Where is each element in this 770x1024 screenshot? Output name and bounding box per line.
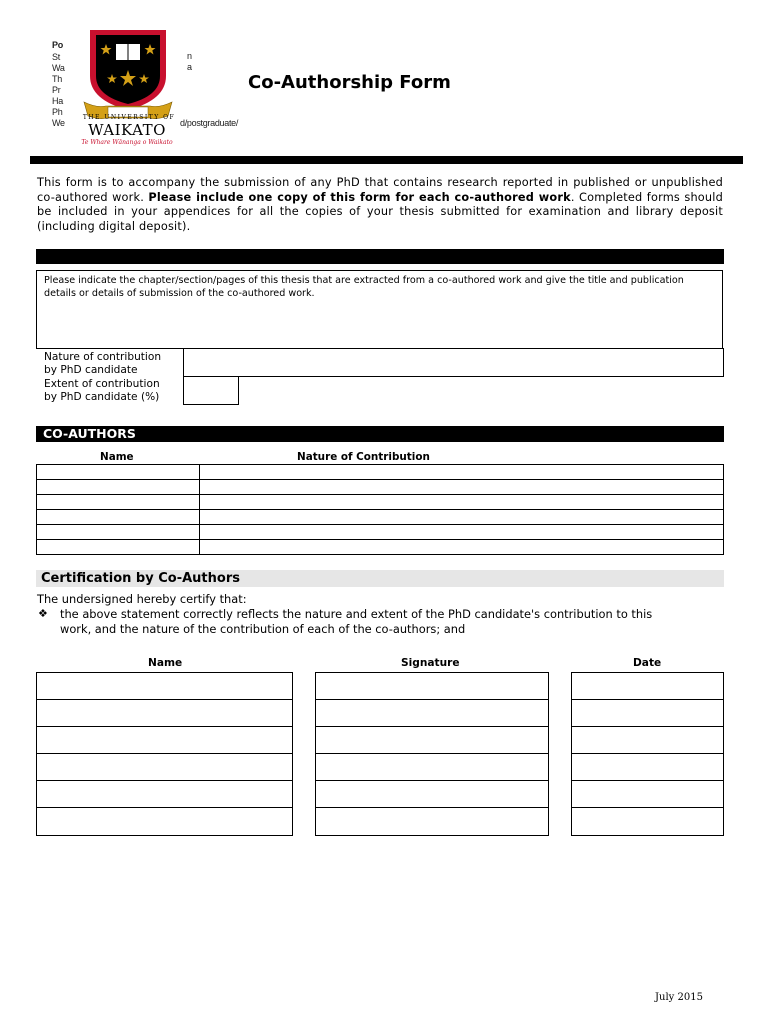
header-line: Th (52, 74, 62, 84)
header-line: Ph (52, 107, 63, 117)
section-divider-bar (36, 249, 724, 264)
signatory-name-field[interactable] (37, 754, 292, 781)
date-field[interactable] (572, 727, 723, 754)
signatory-name-field[interactable] (37, 781, 292, 808)
logo-motto: Te Whare Wānanga o Waikato (81, 139, 173, 146)
page-title: Co-Authorship Form (248, 72, 451, 93)
coauthors-section-header (36, 426, 724, 442)
university-logo (76, 26, 180, 154)
table-row (37, 465, 724, 480)
certification-statement (60, 607, 725, 637)
coauthor-nature-cell[interactable] (200, 465, 724, 480)
footer-date: July 2015 (655, 992, 703, 1003)
coauthor-name-cell[interactable] (37, 480, 200, 495)
date-field[interactable] (572, 781, 723, 808)
coauthor-name-cell[interactable] (37, 495, 200, 510)
signature-field[interactable] (316, 754, 548, 781)
coauthor-name-cell[interactable] (37, 465, 200, 480)
header-fragment: a (187, 62, 192, 72)
coauthors-table (36, 464, 724, 555)
signature-field[interactable] (316, 727, 548, 754)
chapter-details-instruction: Please indicate the chapter/section/pages of this thesis that are extracted from a co-authored work and give the title and publication details or details of submission of the co-authored work. (44, 275, 684, 299)
header-fragment: n (187, 51, 192, 61)
table-row (37, 510, 724, 525)
coauthor-name-cell[interactable] (37, 540, 200, 555)
nature-label: by PhD candidate (44, 364, 138, 376)
signatory-name-field[interactable] (37, 808, 292, 835)
coauthor-nature-cell[interactable] (200, 510, 724, 525)
table-row (37, 480, 724, 495)
date-field[interactable] (572, 700, 723, 727)
signatory-name-field[interactable] (37, 673, 292, 700)
signatory-name-column (36, 672, 293, 836)
header-line: We (52, 118, 65, 128)
date-field[interactable] (572, 808, 723, 835)
date-field[interactable] (572, 754, 723, 781)
date-header: Date (633, 657, 662, 669)
certification-statement-line: the above statement correctly reflects the nature and extent of the PhD candidate's contribution to this (60, 607, 653, 621)
header-line: St (52, 52, 60, 62)
certification-section-header (36, 570, 724, 587)
intro-paragraph (37, 176, 723, 234)
header-divider (30, 156, 743, 164)
header-line: Wa (52, 63, 65, 73)
coauthor-name-cell[interactable] (37, 510, 200, 525)
header-line: Po (52, 40, 63, 50)
intro-text: This form is to accompany the submission of any PhD that contains research reported in published or unpublished co-authored work. (37, 176, 723, 204)
signature-field[interactable] (316, 781, 548, 808)
diamond-bullet-icon: ❖ (38, 607, 48, 620)
header-line: Ha (52, 96, 63, 106)
signatory-name-field[interactable] (37, 700, 292, 727)
coauthor-nature-cell[interactable] (200, 525, 724, 540)
nature-label: Nature of contribution (44, 351, 162, 363)
header-url-fragment: d/postgraduate/ (180, 118, 239, 128)
signatory-name-field[interactable] (37, 727, 292, 754)
extent-label: Extent of contribution (44, 378, 160, 390)
certification-title: Certification by Co-Authors (41, 571, 240, 586)
nature-of-contribution-field[interactable] (183, 348, 724, 377)
table-row (37, 525, 724, 540)
coauthor-nature-header: Nature of Contribution (297, 451, 430, 463)
certification-statement-line: work, and the nature of the contribution of each of the co-authors; and (60, 622, 466, 636)
certification-intro: The undersigned hereby certify that: (37, 592, 247, 606)
table-row (37, 540, 724, 555)
signature-header: Signature (401, 657, 460, 669)
coauthor-nature-cell[interactable] (200, 480, 724, 495)
date-field[interactable] (572, 673, 723, 700)
signature-field[interactable] (316, 808, 548, 835)
coauthor-nature-cell[interactable] (200, 495, 724, 510)
intro-bold-text: Please include one copy of this form for each co-authored work (148, 190, 571, 204)
coauthor-name-cell[interactable] (37, 525, 200, 540)
date-column (571, 672, 724, 836)
intro-text: . Completed forms should be included in your appendices for all the copies of your thesis submitted for examination and library deposit (including digital deposit). (37, 190, 723, 233)
signature-field[interactable] (316, 700, 548, 727)
signatory-name-header: Name (148, 657, 183, 669)
logo-name: WAIKATO (88, 121, 166, 139)
logo-university-line: THE UNIVERSITY OF (82, 114, 176, 121)
signature-column (315, 672, 549, 836)
header-line: Pr (52, 85, 61, 95)
signature-field[interactable] (316, 673, 548, 700)
coauthors-section-title: CO-AUTHORS (43, 426, 136, 441)
coauthor-name-header: Name (100, 451, 134, 463)
table-row (37, 495, 724, 510)
coauthor-nature-cell[interactable] (200, 540, 724, 555)
extent-of-contribution-field[interactable] (183, 376, 239, 405)
extent-label: by PhD candidate (%) (44, 391, 160, 403)
